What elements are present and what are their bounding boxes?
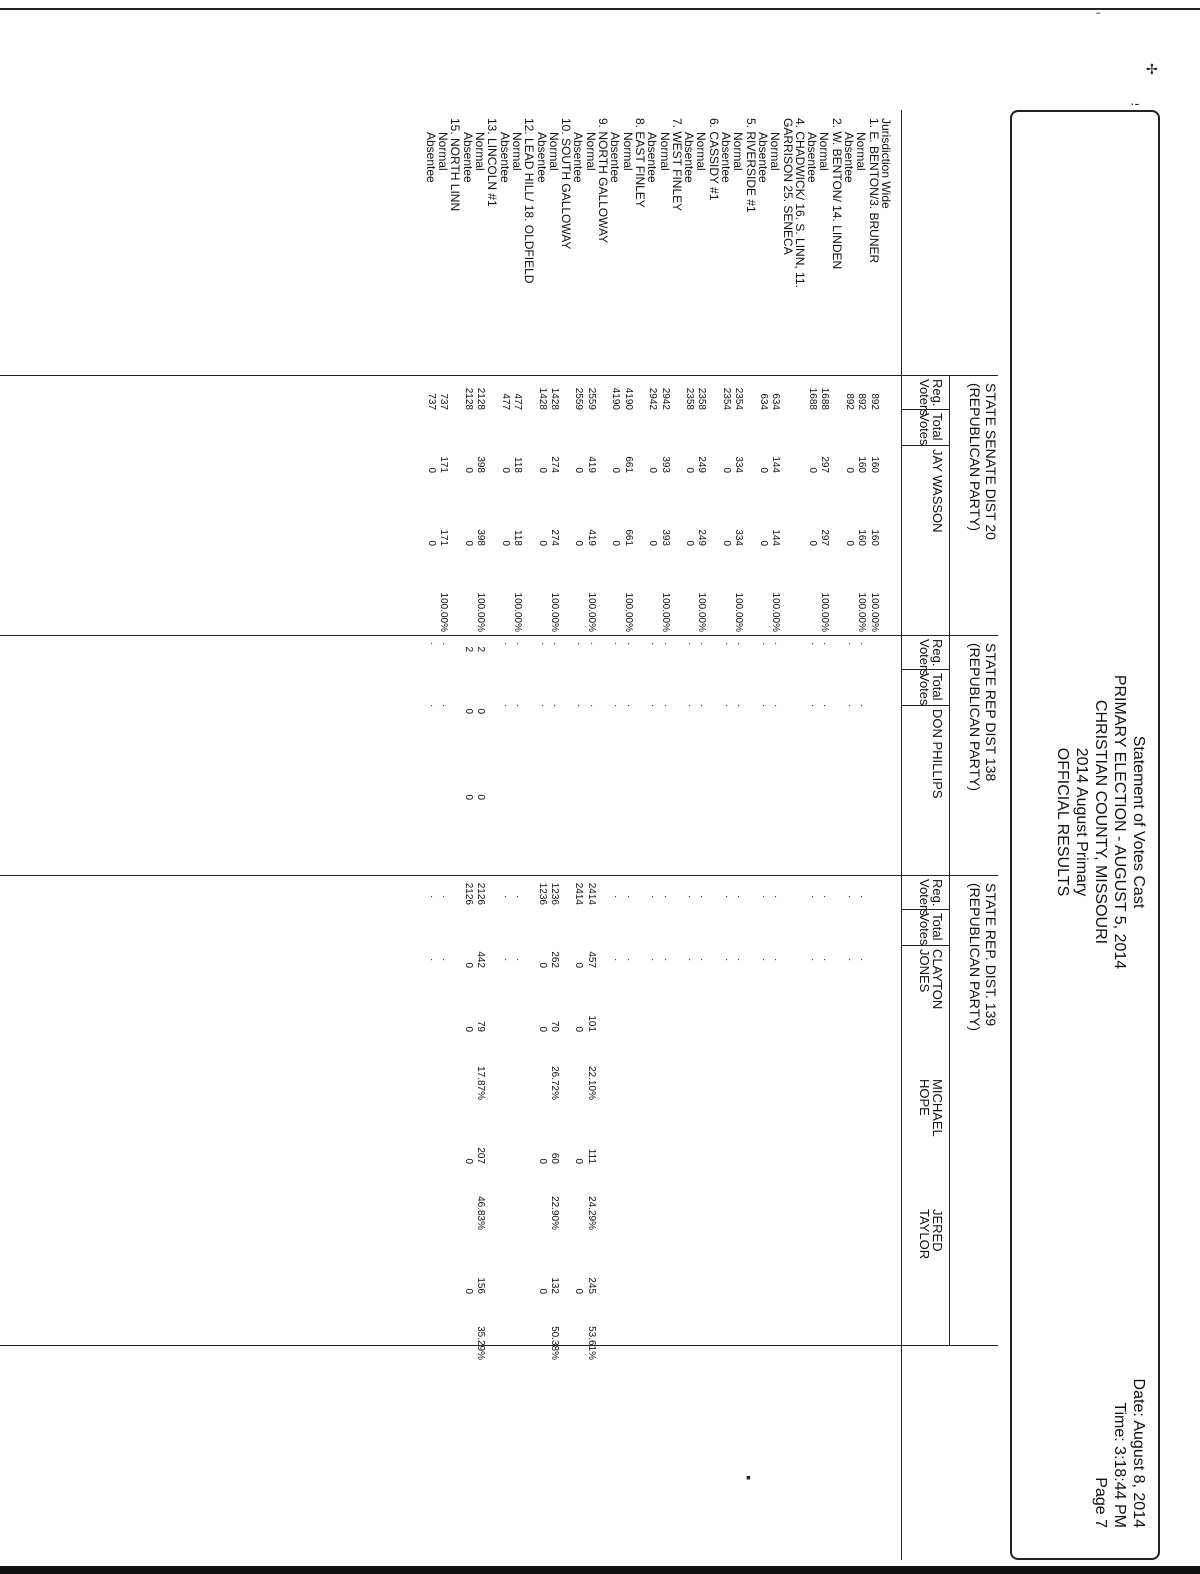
cell-r1-col0: 892 [844, 393, 856, 410]
cell-r1-col2: 393 [659, 529, 671, 546]
row-vote-type-label: Normal [546, 132, 561, 171]
empty-cell-marker: · [622, 895, 634, 899]
cell-r1-col1: 0 [758, 467, 769, 473]
empty-cell-marker: · [512, 704, 523, 708]
cell-r1-col2: 398 [475, 529, 487, 546]
empty-cell-marker: · [819, 704, 831, 708]
cell-r1-col3: 100.00% [856, 592, 868, 632]
empty-cell-marker: · [844, 642, 856, 646]
empty-cell-marker: · [647, 958, 659, 962]
scan-speck: ·- [1130, 95, 1140, 111]
cell-r1-col1: 171 [438, 456, 450, 473]
row-vote-type-label: Absentee [645, 132, 660, 183]
empty-cell-marker: · [684, 704, 696, 708]
row-jurisdiction-label: 8. EAST FINLEY [633, 118, 647, 208]
cell-r3-col0: 2126 [462, 882, 474, 905]
empty-cell-marker: · [758, 958, 769, 962]
cell-r1-col1: 160 [856, 456, 868, 473]
cell-r1-col2: 0 [499, 540, 511, 546]
candidate-name: JAY WASSON [930, 449, 945, 533]
row-vote-type-label: Normal [657, 132, 672, 171]
empty-cell-marker: · [770, 958, 782, 962]
cell-r3-col2: 70 [548, 1020, 560, 1032]
cell-r3-col1: 262 [548, 951, 560, 968]
total-votes-header: Total Votes [917, 413, 945, 446]
cell-r3-col7: 53.61% [585, 1326, 597, 1360]
cell-r2-col1: 0 [475, 708, 487, 714]
empty-cell-marker: · [684, 958, 696, 962]
cell-r1-col2: 0 [462, 540, 474, 546]
row-jurisdiction-label: GARRISON 25. SENECA [780, 118, 795, 255]
cell-r1-col0: 477 [512, 393, 523, 410]
cell-r1-col0: 1688 [807, 387, 819, 410]
candidate-name: DON PHILLIPS [930, 709, 945, 799]
row-jurisdiction-label: 7. WEST FINLEY [669, 118, 684, 212]
row-jurisdiction-label: 5. RIVERSIDE #1 [743, 118, 758, 213]
cell-r1-col1: 118 [512, 457, 523, 473]
empty-cell-marker: · [696, 704, 708, 708]
empty-cell-marker: · [610, 958, 622, 962]
cell-r1-col3: 100.00% [622, 592, 634, 632]
cell-r3-col6: 0 [536, 1288, 548, 1294]
cell-r3-col6: 156 [475, 1277, 487, 1294]
cell-r1-col0: 4190 [622, 387, 634, 410]
report-title-line: 2014 August Primary [1073, 747, 1090, 897]
row-jurisdiction-label: 9. NORTH GALLOWAY [596, 118, 611, 244]
empty-cell-marker: · [573, 704, 585, 708]
cell-r3-col4: 0 [536, 1158, 548, 1164]
empty-cell-marker: · [733, 958, 745, 962]
cell-r2-col0: 2 [475, 646, 487, 652]
empty-cell-marker: · [659, 895, 671, 899]
empty-cell-marker: · [438, 958, 450, 962]
empty-cell-marker: · [721, 895, 733, 899]
cell-r1-col1: 160 [868, 456, 880, 473]
row-vote-type-label: Absentee [842, 132, 857, 183]
reg-voters-header: Reg. Voters [917, 879, 945, 916]
cell-r1-col2: 334 [733, 529, 745, 546]
empty-cell-marker: · [721, 642, 733, 646]
empty-cell-marker: · [499, 704, 511, 708]
cell-r1-col1: 297 [819, 456, 831, 473]
cell-r1-col3: 100.00% [548, 592, 560, 632]
rule-line [949, 375, 950, 1345]
empty-cell-marker: · [684, 895, 696, 899]
cell-r3-col0: 2414 [573, 882, 585, 905]
empty-cell-marker: · [721, 704, 733, 708]
row-vote-type-label: Normal [854, 132, 869, 171]
empty-cell-marker: · [819, 642, 831, 646]
empty-cell-marker: · [856, 642, 868, 646]
race-party: (REPUBLICAN PARTY) [967, 383, 983, 532]
report-page-number: Page 7 [1092, 1477, 1109, 1528]
cell-r1-col1: 661 [622, 456, 634, 473]
cell-r1-col1: 398 [475, 456, 487, 473]
cell-r1-col1: 0 [807, 467, 819, 473]
cell-r3-col3: 17.87% [475, 1066, 487, 1100]
row-vote-type-label: Absentee [497, 132, 512, 183]
cell-r1-col1: 0 [573, 467, 585, 473]
candidate-name: MICHAEL HOPE [917, 1079, 945, 1137]
empty-cell-marker: · [425, 895, 437, 899]
scan-speck: ▪ [746, 1469, 751, 1485]
report-title [1053, 542, 1148, 1102]
cell-r3-col3: 22.10% [585, 1066, 597, 1100]
empty-cell-marker: · [659, 704, 671, 708]
cell-r3-col1: 0 [573, 962, 585, 968]
empty-cell-marker: · [536, 642, 548, 646]
report-header-box [1010, 110, 1160, 1560]
report-title-line: OFFICIAL RESULTS [1054, 747, 1071, 897]
cell-r1-col3: 100.00% [475, 592, 487, 632]
empty-cell-marker: · [819, 958, 831, 962]
cell-r3-col2: 0 [462, 1026, 474, 1032]
cell-r1-col0: 2358 [696, 387, 708, 410]
empty-cell-marker: · [425, 704, 437, 708]
cell-r1-col1: 0 [536, 467, 548, 473]
cell-r1-col3: 100.00% [868, 592, 880, 632]
empty-cell-marker: · [438, 642, 450, 646]
empty-cell-marker: · [770, 642, 782, 646]
cell-r1-col0: 634 [758, 393, 769, 410]
cell-r3-col0: 1236 [548, 882, 560, 905]
row-jurisdiction-label: 1. E. BENTON/3. BRUNER [866, 118, 881, 264]
cell-r1-col2: 0 [610, 540, 622, 546]
cell-r2-col2: 0 [475, 794, 487, 800]
cell-r1-col0: 4190 [610, 387, 622, 410]
report-title-line: PRIMARY ELECTION - AUGUST 5, 2014 [1111, 674, 1128, 970]
cell-r1-col2: 0 [844, 540, 856, 546]
cell-r1-col1: 144 [770, 456, 782, 473]
cell-r3-col1: 0 [462, 962, 474, 968]
empty-cell-marker: · [856, 958, 868, 962]
cell-r1-col0: 892 [856, 393, 868, 410]
cell-r1-col0: 2358 [684, 387, 696, 410]
cell-r3-col6: 132 [548, 1277, 560, 1294]
report-title-line: Statement of Votes Cast [1130, 735, 1147, 909]
empty-cell-marker: · [610, 642, 622, 646]
row-jurisdiction-label: 10. SOUTH GALLOWAY [559, 118, 574, 250]
empty-cell-marker: · [425, 642, 437, 646]
empty-cell-marker: · [438, 895, 450, 899]
candidate-name: CLAYTON JONES [917, 949, 945, 1010]
row-jurisdiction-label: Jurisdiction Wide [879, 118, 893, 209]
cell-r1-col3: 100.00% [770, 592, 782, 632]
empty-cell-marker: · [548, 704, 560, 708]
scan-bottom-edge [0, 1566, 1200, 1574]
empty-cell-marker: · [647, 642, 659, 646]
empty-cell-marker: · [844, 895, 856, 899]
cell-r1-col0: 2354 [721, 387, 733, 410]
cell-r1-col0: 1428 [536, 387, 548, 410]
empty-cell-marker: · [512, 642, 523, 646]
cell-r1-col3: 100.00% [696, 592, 708, 632]
cell-r3-col3: 26.72% [548, 1066, 560, 1100]
cell-r1-col3: 100.00% [585, 592, 597, 632]
empty-cell-marker: · [807, 704, 819, 708]
rotated-report-page [180, 110, 1160, 1560]
empty-cell-marker: · [696, 642, 708, 646]
row-vote-type-label: Absentee [571, 132, 586, 183]
race-title: STATE SENATE DIST 20 [983, 383, 999, 540]
cell-r1-col3: 100.00% [438, 592, 450, 632]
empty-cell-marker: · [733, 642, 745, 646]
cell-r1-col1: 274 [548, 456, 560, 473]
cell-r1-col0: 477 [499, 393, 511, 410]
row-vote-type-label: Absentee [608, 132, 623, 183]
cell-r3-col7: 50.38% [548, 1326, 560, 1360]
cell-r1-col0: 1428 [548, 387, 560, 410]
empty-cell-marker: · [622, 642, 634, 646]
cell-r1-col3: 100.00% [819, 592, 831, 632]
cell-r1-col0: 2559 [585, 387, 597, 410]
empty-cell-marker: · [499, 958, 511, 962]
cell-r1-col0: 737 [425, 393, 437, 410]
report-time: Time: 3:18:44 PM [1111, 1402, 1128, 1528]
row-vote-type-label: Normal [731, 132, 746, 171]
cell-r1-col2: 419 [585, 529, 597, 546]
cell-r1-col0: 2942 [659, 387, 671, 410]
cell-r1-col2: 171 [438, 529, 450, 546]
column-divider [0, 875, 998, 876]
cell-r3-col5: 22.90% [548, 1196, 560, 1230]
empty-cell-marker: · [585, 704, 597, 708]
empty-cell-marker: · [659, 958, 671, 962]
cell-r2-col2: 0 [462, 794, 474, 800]
total-votes-header: Total Votes [917, 673, 945, 706]
cell-r1-col2: 661 [622, 529, 634, 546]
column-divider [902, 909, 950, 910]
cell-r1-col1: 334 [733, 456, 745, 473]
cell-r1-col0: 892 [868, 393, 880, 410]
cell-r3-col6: 0 [573, 1288, 585, 1294]
race-party: (REPUBLICAN PARTY) [967, 883, 983, 1032]
cell-r3-col2: 101 [585, 1015, 597, 1032]
column-divider [902, 705, 950, 706]
cell-r1-col0: 2128 [462, 387, 474, 410]
row-jurisdiction-label: 15. NORTH LINN [448, 118, 463, 212]
cell-r1-col2: 0 [573, 540, 585, 546]
row-vote-type-label: Absentee [460, 132, 475, 183]
row-vote-type-label: Normal [768, 132, 783, 171]
row-vote-type-label: Normal [583, 132, 598, 171]
row-jurisdiction-label: 12. LEAD HILL/ 18. OLDFIELD [522, 118, 537, 284]
cell-r1-col0: 2559 [573, 387, 585, 410]
cell-r3-col1: 0 [536, 962, 548, 968]
cell-r3-col2: 0 [536, 1026, 548, 1032]
cell-r3-col1: 442 [475, 951, 487, 968]
cell-r1-col1: 0 [610, 467, 622, 473]
row-vote-type-label: Absentee [805, 132, 820, 183]
row-vote-type-label: Absentee [423, 132, 438, 183]
report-title-line: CHRISTIAN COUNTY, MISSOURI [1092, 699, 1109, 945]
empty-cell-marker: · [758, 642, 769, 646]
empty-cell-marker: · [684, 642, 696, 646]
empty-cell-marker: · [647, 704, 659, 708]
cell-r3-col1: 457 [585, 951, 597, 968]
empty-cell-marker: · [536, 704, 548, 708]
cell-r1-col2: 0 [425, 540, 437, 546]
reg-voters-header: Reg. Voters [917, 639, 945, 676]
empty-cell-marker: · [585, 642, 597, 646]
race-title: STATE REP DIST 138 [983, 643, 999, 782]
rule-line [901, 110, 902, 1560]
cell-r1-col2: 0 [647, 540, 659, 546]
cell-r3-col2: 0 [573, 1026, 585, 1032]
row-jurisdiction-label: 2. W. BENTON/ 14. LINDEN [829, 118, 844, 270]
cell-r3-col4: 0 [573, 1158, 585, 1164]
cell-r3-col4: 207 [475, 1147, 487, 1164]
empty-cell-marker: · [856, 704, 868, 708]
empty-cell-marker: · [622, 704, 634, 708]
cell-r3-col4: 60 [548, 1152, 560, 1164]
empty-cell-marker: · [610, 895, 622, 899]
column-divider [902, 445, 950, 446]
total-votes-header: Total Votes [917, 913, 945, 946]
empty-cell-marker: · [721, 958, 733, 962]
row-jurisdiction-label: 13. LINCOLN #1 [485, 118, 500, 207]
cell-r3-col4: 0 [462, 1158, 474, 1164]
empty-cell-marker: · [733, 704, 745, 708]
cell-r1-col3: 100.00% [659, 592, 671, 632]
row-vote-type-label: Absentee [534, 132, 549, 183]
empty-cell-marker: · [610, 704, 622, 708]
cell-r1-col3: 100.00% [512, 592, 523, 632]
cell-r1-col2: 274 [548, 529, 560, 546]
row-vote-type-label: Absentee [682, 132, 697, 183]
cell-r1-col1: 0 [499, 467, 511, 473]
empty-cell-marker: · [758, 704, 769, 708]
cell-r1-col2: 0 [684, 540, 696, 546]
cell-r1-col2: 0 [536, 540, 548, 546]
empty-cell-marker: · [807, 958, 819, 962]
empty-cell-marker: · [807, 642, 819, 646]
report-date-block [1091, 1379, 1148, 1528]
empty-cell-marker: · [512, 958, 523, 962]
empty-cell-marker: · [622, 958, 634, 962]
empty-cell-marker: · [499, 642, 511, 646]
cell-r1-col2: 0 [721, 540, 733, 546]
row-vote-type-label: Normal [620, 132, 635, 171]
cell-r1-col2: 160 [856, 529, 868, 546]
cell-r3-col6: 0 [462, 1288, 474, 1294]
empty-cell-marker: · [733, 895, 745, 899]
cell-r3-col4: 111 [585, 1148, 597, 1164]
column-divider [902, 945, 950, 946]
cell-r3-col0: 2126 [475, 882, 487, 905]
column-divider [0, 635, 998, 636]
empty-cell-marker: · [819, 895, 831, 899]
cell-r1-col1: 0 [721, 467, 733, 473]
row-jurisdiction-label: 6. CASSIDY #1 [706, 118, 721, 201]
cell-r1-col2: 249 [696, 529, 708, 546]
race-party: (REPUBLICAN PARTY) [967, 643, 983, 792]
empty-cell-marker: · [659, 642, 671, 646]
cell-r1-col1: 393 [659, 456, 671, 473]
empty-cell-marker: · [425, 958, 437, 962]
cell-r1-col1: 0 [425, 467, 437, 473]
race-title: STATE REP. DIST. 139 [983, 883, 999, 1027]
row-vote-type-label: Normal [510, 132, 524, 171]
cell-r1-col1: 419 [585, 456, 597, 473]
cell-r3-col6: 245 [585, 1277, 597, 1294]
empty-cell-marker: · [438, 704, 450, 708]
cell-r1-col2: 297 [819, 529, 831, 546]
empty-cell-marker: · [770, 704, 782, 708]
empty-cell-marker: · [696, 958, 708, 962]
column-divider [0, 1345, 998, 1346]
empty-cell-marker: · [844, 704, 856, 708]
cell-r1-col3: 100.00% [733, 592, 745, 632]
column-divider [902, 669, 950, 670]
empty-cell-marker: · [573, 642, 585, 646]
empty-cell-marker: · [647, 895, 659, 899]
cell-r1-col0: 737 [438, 393, 450, 410]
row-vote-type-label: Normal [817, 132, 832, 171]
empty-cell-marker: · [770, 895, 782, 899]
cell-r1-col1: 0 [462, 467, 474, 473]
cell-r1-col2: 160 [868, 529, 880, 546]
cell-r1-col2: 118 [512, 530, 523, 546]
cell-r2-col0: 2 [462, 646, 474, 652]
reg-voters-header: Reg. Voters [917, 379, 945, 416]
cell-r1-col0: 2354 [733, 387, 745, 410]
cell-r1-col0: 634 [770, 393, 782, 410]
empty-cell-marker: · [548, 642, 560, 646]
empty-cell-marker: · [844, 958, 856, 962]
report-date: Date: August 8, 2014 [1130, 1378, 1147, 1528]
cell-r3-col7: 35.29% [475, 1326, 487, 1360]
cell-r3-col0: 2414 [585, 882, 597, 905]
cell-r1-col0: 2942 [647, 387, 659, 410]
cell-r1-col0: 1688 [819, 387, 831, 410]
cell-r3-col5: 24.29% [585, 1196, 597, 1230]
row-vote-type-label: Normal [436, 132, 451, 171]
row-vote-type-label: Absentee [756, 132, 770, 183]
empty-cell-marker: · [512, 895, 523, 899]
cell-r1-col2: 144 [770, 529, 782, 546]
cell-r1-col1: 0 [684, 467, 696, 473]
cell-r1-col2: 0 [758, 540, 769, 546]
cell-r3-col0: 1236 [536, 882, 548, 905]
row-vote-type-label: Normal [473, 132, 488, 171]
cell-r3-col5: 46.83% [475, 1196, 487, 1230]
cell-r1-col0: 2128 [475, 387, 487, 410]
cell-r1-col1: 0 [844, 467, 856, 473]
empty-cell-marker: · [696, 895, 708, 899]
column-divider [902, 409, 950, 410]
scan-speck: ˉ [1096, 9, 1101, 25]
cell-r1-col2: 0 [807, 540, 819, 546]
cell-r2-col1: 0 [462, 708, 474, 714]
scan-speck: ✢ [1146, 61, 1158, 77]
cell-r1-col1: 249 [696, 456, 708, 473]
row-vote-type-label: Absentee [719, 132, 734, 183]
empty-cell-marker: · [758, 895, 769, 899]
cell-r1-col1: 0 [647, 467, 659, 473]
empty-cell-marker: · [856, 895, 868, 899]
empty-cell-marker: · [499, 895, 511, 899]
candidate-name: JERED TAYLOR [917, 1209, 945, 1260]
cell-r3-col2: 79 [475, 1020, 487, 1032]
row-vote-type-label: Normal [694, 132, 709, 171]
empty-cell-marker: · [807, 895, 819, 899]
scan-top-edge [0, 0, 1200, 10]
row-jurisdiction-label: 4. CHADWICK/ 16. S. LINN, 11. [792, 118, 807, 288]
